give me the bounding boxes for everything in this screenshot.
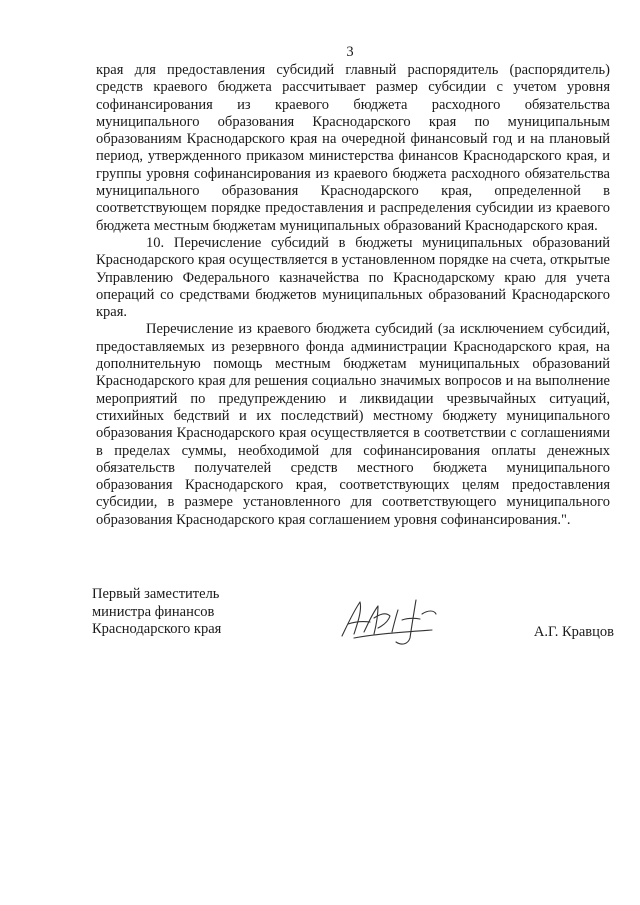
paragraph-transfer-subsidies: Перечисление из краевого бюджета субсидий (за исключением субсидий, предоставляемых из резервного фонда администрации Краснодарского края, на дополнительную помощь местным бюджетам муниципальных образований Краснодарского края для решения социально значимых вопросов и на выполнение мероприятий по предупреждению и ликвидации чрезвычайных ситуаций, стихийных бедствий и их последствий) местному бюджету муниципального образования Краснодарского края осуществляется в соответствии с соглашениями в пределах суммы, необходимой для софинансирования оплаты денежных обязательств получателей средств местного бюджета муниципального образования Краснодарского края, соответствующих целям предоставления субсидии, в размере установленного для соответствующего муниципального образования Краснодарского края соглашением уровня софинансирования.". <box>96 321 610 528</box>
signatory-position-line: министра финансов <box>92 603 215 620</box>
paragraph-item-10: 10. Перечисление субсидий в бюджеты муниципальных образований Краснодарского края осуществляется в установленном порядке на счета, открытые Управлению Федерального казначейства по Краснодарскому краю для учета операций со средствами бюджетов муниципальных образований Краснодарского края. <box>96 234 610 321</box>
page-number: 3 <box>346 44 354 60</box>
signatory-position-line: Первый заместитель <box>92 586 220 602</box>
document-body <box>96 62 610 529</box>
signatory-name: А.Г. Кравцов <box>533 624 614 640</box>
paragraph-continuation: края для предоставления субсидий главный распорядитель (распорядитель) средств краевого бюджета рассчитывает размер субсидии с учетом уровня софинансирования из краевого бюджета расходного обязательства муниципального образования Краснодарского края по муниципальным образованиям Краснодарского края на очередной финансовый год и на плановый период, утвержденного приказом министерства финансов Краснодарского края, и группы уровня софинансирования из краевого бюджета расходного обязательства муниципального образования Краснодарского края, определенной в соответствующем порядке предоставления и распределения субсидии из краевого бюджета местным бюджетам муниципальных образований Краснодарского края. <box>96 62 610 234</box>
signature-block <box>92 586 622 666</box>
signatory-position-line: Краснодарского края <box>92 621 222 637</box>
signatory-position <box>92 586 332 639</box>
handwritten-signature <box>324 588 454 648</box>
